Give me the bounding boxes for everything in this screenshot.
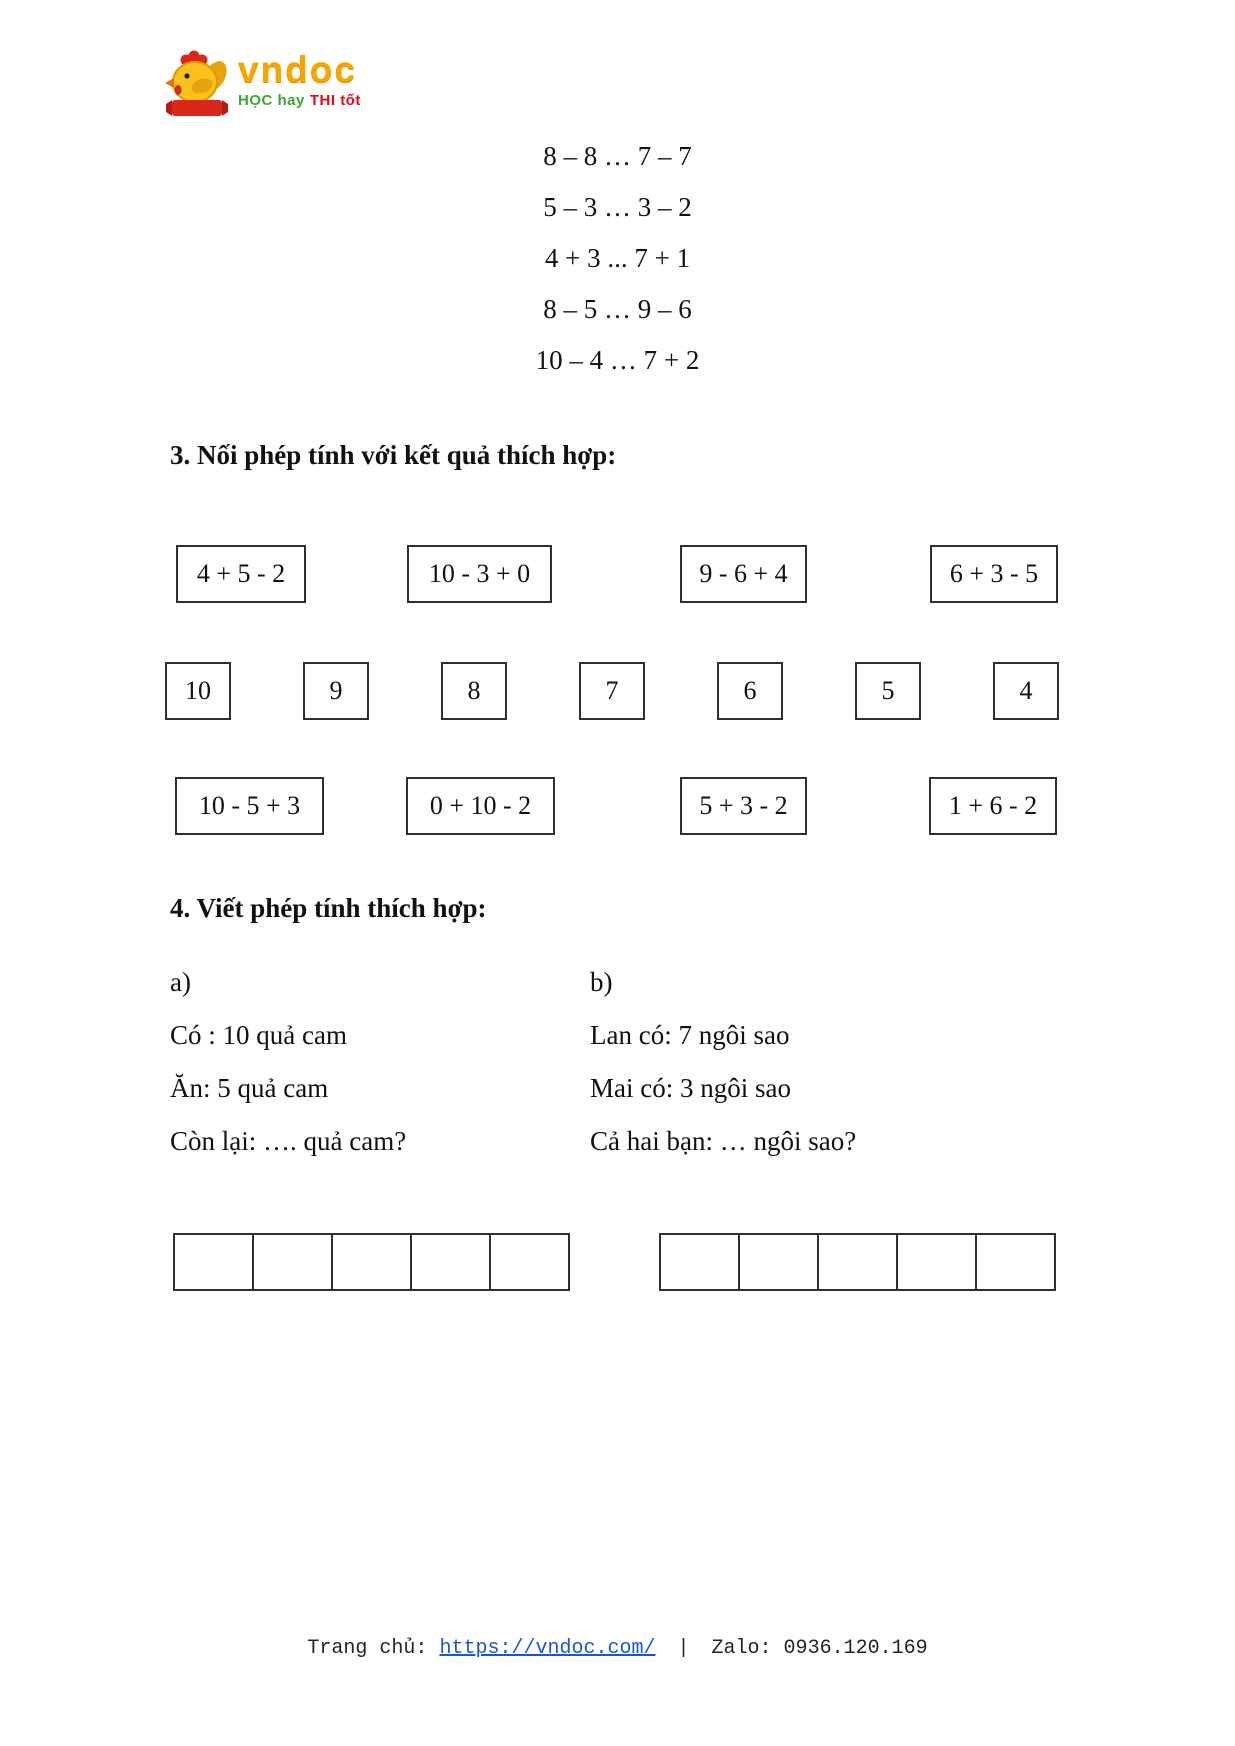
- comparison-line: 8 – 5 … 9 – 6: [543, 294, 692, 324]
- footer-home-label: Trang chủ:: [307, 1637, 428, 1660]
- expression-box: 6 + 3 - 5: [930, 545, 1058, 603]
- number-box: 9: [303, 662, 369, 720]
- answer-cell: [817, 1233, 898, 1291]
- expression-box: 9 - 6 + 4: [680, 545, 807, 603]
- comparison-line: 10 – 4 … 7 + 2: [535, 345, 700, 375]
- section4-title: 4. Viết phép tính thích hợp:: [170, 893, 487, 923]
- comparison-line: 5 – 3 … 3 – 2: [543, 192, 692, 222]
- answer-grid-b: [659, 1233, 1056, 1291]
- answer-cell: [896, 1233, 977, 1291]
- problem-a-line: Còn lại: …. quả cam?: [170, 1126, 407, 1156]
- footer-home-link[interactable]: https://vndoc.com/: [439, 1637, 656, 1660]
- number-box: 8: [441, 662, 507, 720]
- answer-grid-a: [173, 1233, 570, 1291]
- vndoc-rooster-icon: [160, 50, 234, 120]
- number-box: 4: [993, 662, 1059, 720]
- answer-cell: [489, 1233, 570, 1291]
- answer-cell: [252, 1233, 333, 1291]
- vndoc-logo: [160, 50, 361, 120]
- number-box: 5: [855, 662, 921, 720]
- problem-a: [170, 956, 406, 1168]
- answer-cell: [410, 1233, 491, 1291]
- footer-zalo: Zalo: 0936.120.169: [711, 1637, 928, 1660]
- number-box: 7: [579, 662, 645, 720]
- answer-cell: [975, 1233, 1056, 1291]
- number-box: 6: [717, 662, 783, 720]
- tagline-thi-tot: THI tốt: [309, 92, 361, 109]
- comparison-exercise: [0, 131, 1235, 386]
- answer-cell: [331, 1233, 412, 1291]
- problem-a-label: a): [170, 967, 191, 997]
- answer-cell: [659, 1233, 740, 1291]
- expression-box: 1 + 6 - 2: [929, 777, 1057, 835]
- expression-box: 10 - 5 + 3: [175, 777, 324, 835]
- page-footer: [0, 1637, 1235, 1660]
- comparison-line: 4 + 3 ... 7 + 1: [544, 243, 691, 273]
- brand-name: vndoc: [238, 49, 357, 90]
- comparison-line: 8 – 8 … 7 – 7: [543, 141, 692, 171]
- number-box: 10: [165, 662, 231, 720]
- expression-box: 10 - 3 + 0: [407, 545, 552, 603]
- tagline-hoc-hay: HỌC hay: [238, 92, 305, 109]
- problem-b-line: Cả hai bạn: … ngôi sao?: [590, 1126, 857, 1156]
- problem-b-label: b): [590, 967, 613, 997]
- problem-b: [590, 956, 856, 1168]
- problem-a-line: Có : 10 quả cam: [170, 1020, 347, 1050]
- problem-b-line: Lan có: 7 ngôi sao: [590, 1020, 790, 1050]
- footer-separator: |: [677, 1637, 690, 1660]
- answer-cell: [173, 1233, 254, 1291]
- answer-cell: [738, 1233, 819, 1291]
- problem-a-line: Ăn: 5 quả cam: [170, 1073, 329, 1103]
- section3-title: 3. Nối phép tính với kết quả thích hợp:: [170, 440, 617, 470]
- expression-box: 0 + 10 - 2: [406, 777, 555, 835]
- brand-tagline: [238, 92, 361, 109]
- problem-b-line: Mai có: 3 ngôi sao: [590, 1073, 791, 1103]
- expression-box: 5 + 3 - 2: [680, 777, 807, 835]
- expression-box: 4 + 5 - 2: [176, 545, 306, 603]
